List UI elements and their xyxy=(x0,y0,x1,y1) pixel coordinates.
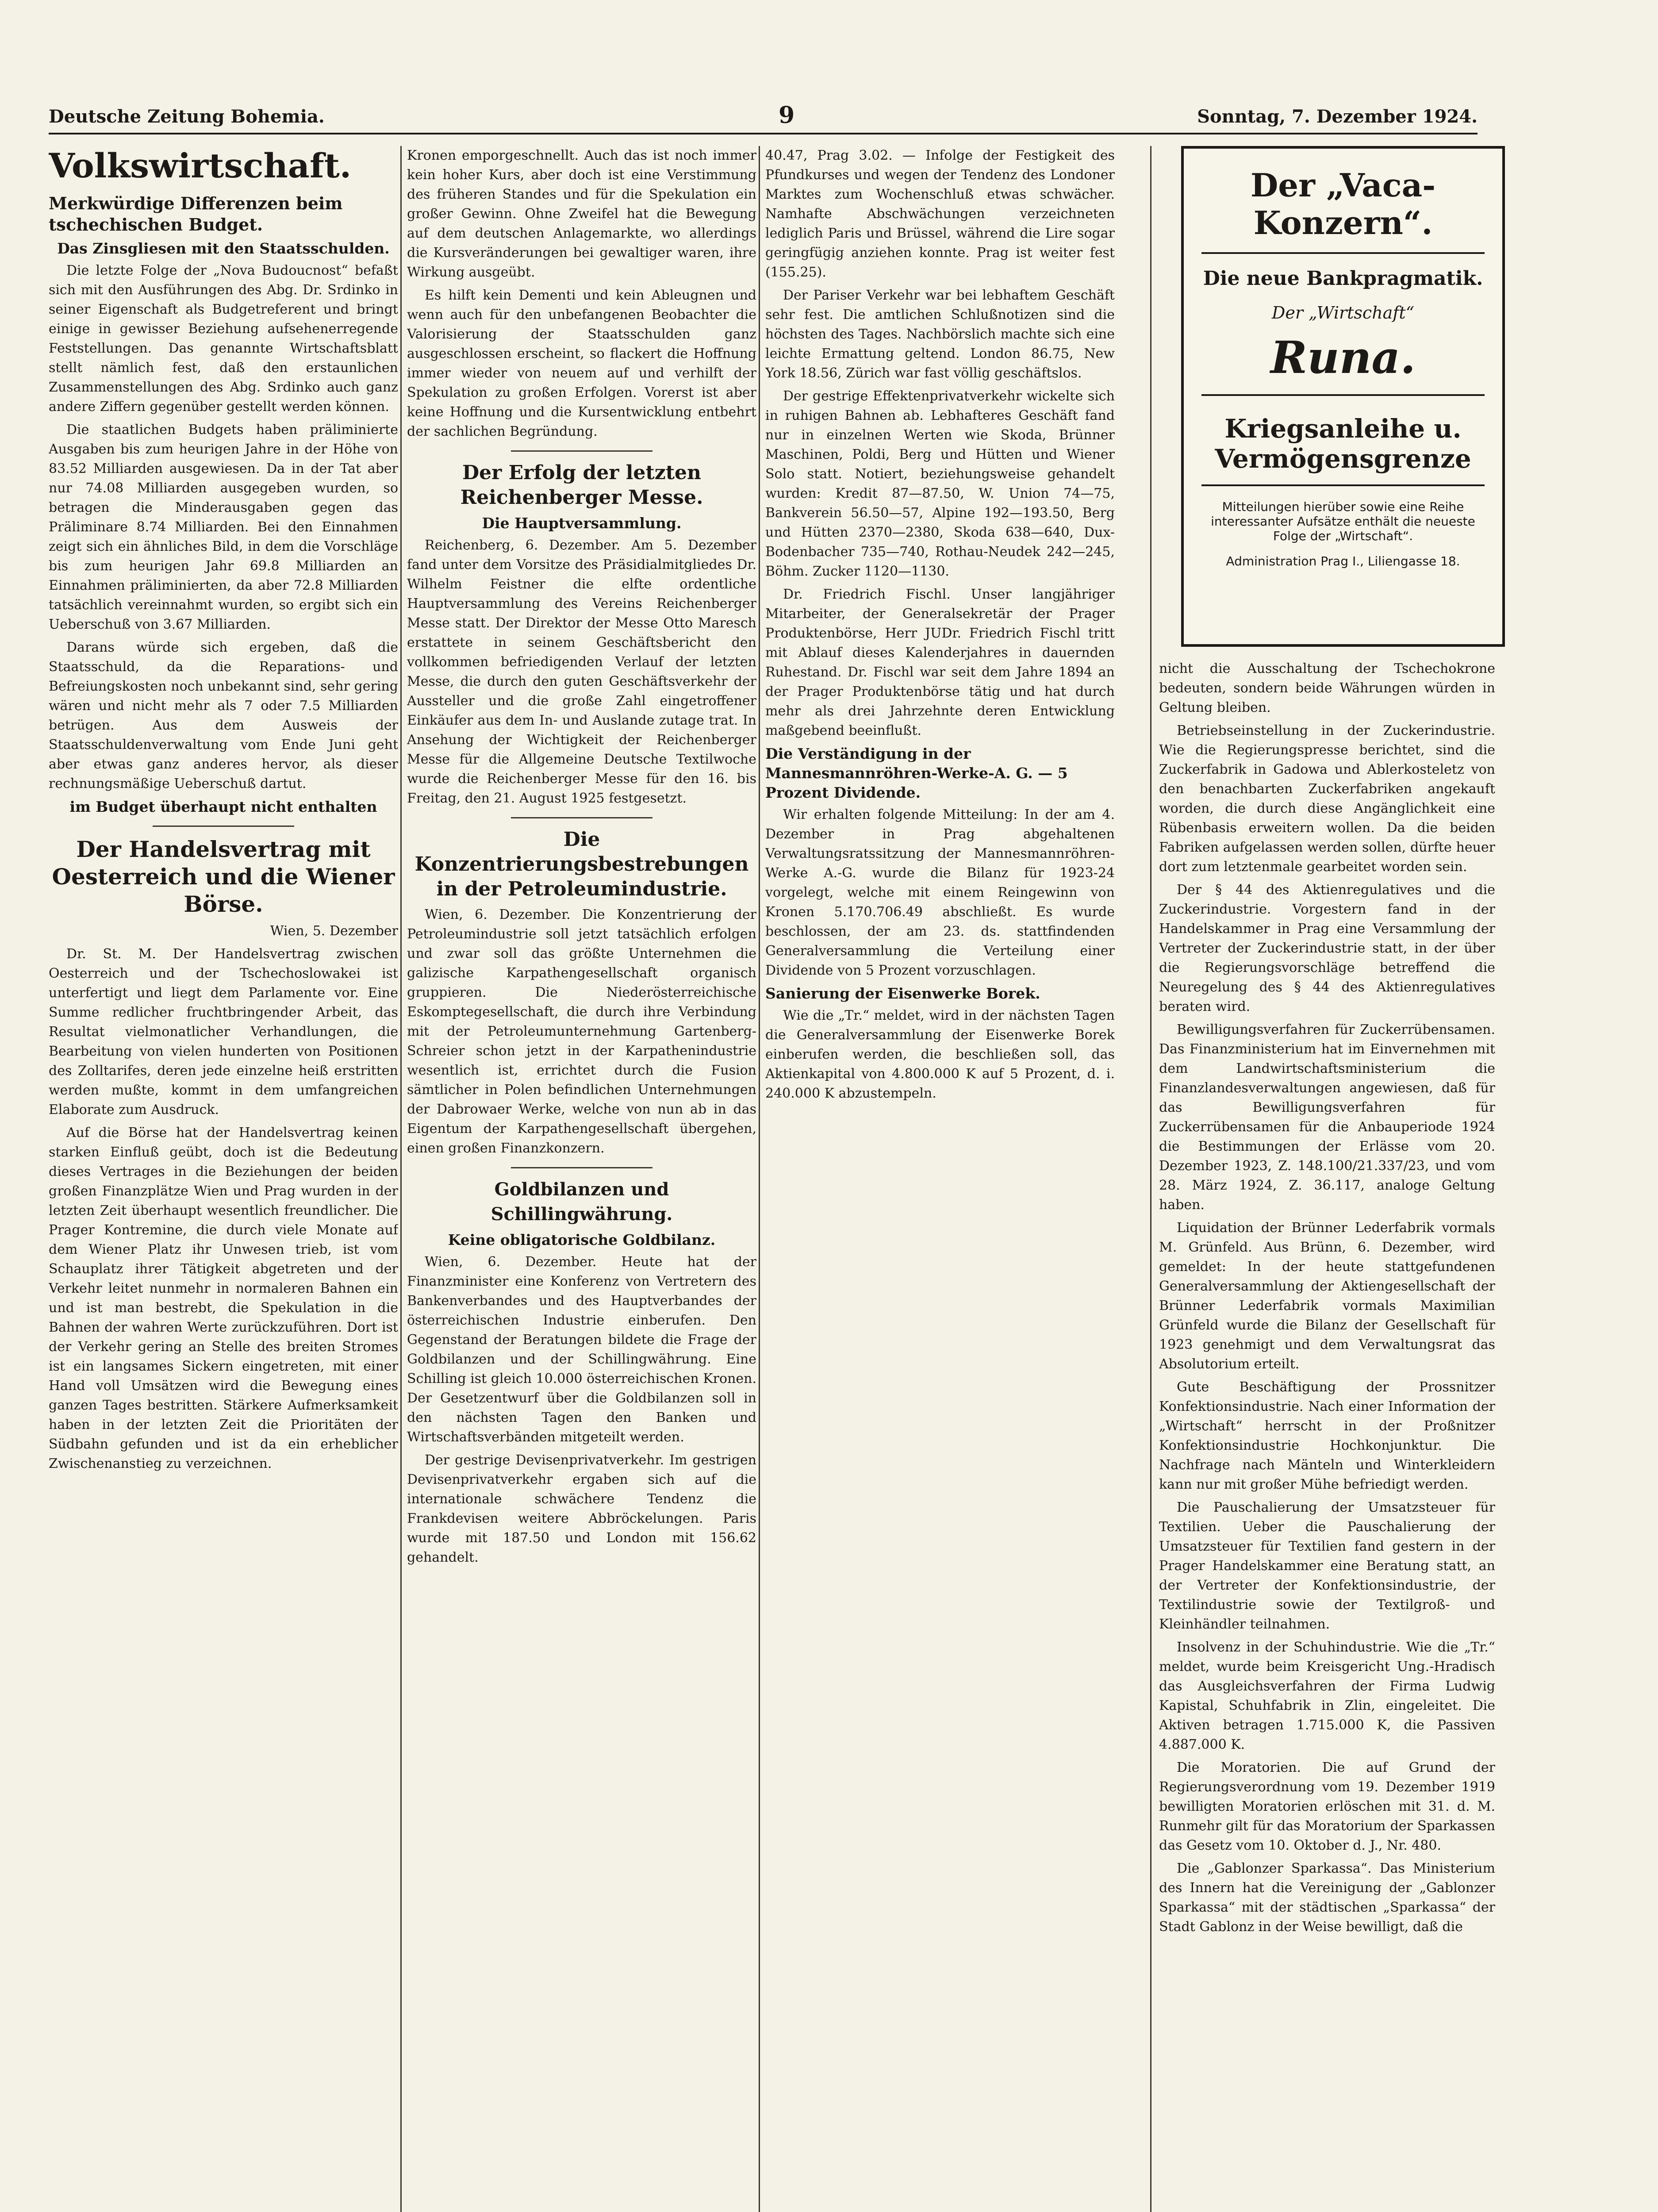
paragraph: Der § 44 des Aktienregulatives und die Zuckerindustrie. Vorgestern fand in der Handelskammer in Prag eine Versammlung der Vertreter der Zuckerindustrie statt, in der über die Regierungsvorschläge betreffend die Neuregelung des § 44 des Aktienregulatives beraten wird. xyxy=(1159,882,1495,1014)
paragraph: Wie die „Tr.“ meldet, wird in der nächsten Tagen die Generalversammlung der Eisenwerke Borek einberufen werden, die beschließen soll, das Aktienkapital von 4.800.000 K auf 5 Prozent, d. i. 240.000 K abzustempeln. xyxy=(765,1008,1115,1101)
ad-brand: Runa. xyxy=(1270,331,1416,384)
paragraph: Gute Beschäftigung der Prossnitzer Konfektionsindustrie. Nach einer Information der „Wirtschaft“ herrscht in der Proßnitzer Konfektionsindustrie Hochkonjunktur. Die Nachfrage nach Mänteln und Winterkleidern kann nur mit großer Mühe befriedigt werden. xyxy=(1159,1379,1495,1492)
ad-rule xyxy=(1201,394,1485,396)
advertisement-box xyxy=(1181,146,1505,647)
paragraph: Kronen emporgeschnellt. Auch das ist noch immer kein hoher Kurs, aber doch ist eine Verstimmung des früheren Standes und für die Spekulation ein großer Gewinn. Ohne Zweifel hat die Bewegung auf dem deutschen Anlagemarkte, wo allerdings die Kursveränderungen bei gewaltiger waren, ihre Wirkung ausgeübt. xyxy=(407,148,756,280)
paragraph: Reichenberg, 6. Dezember. Am 5. Dezember fand unter dem Vorsitze des Präsidialmitgliedes Dr. Wilhelm Feistner die elfte ordentliche Hauptversammlung des Vereins Reichenberger Messe statt. Der Direktor der Messe Otto Maresch erstattete in seinem Geschäftsbericht den vollkommen befriedigenden Verlauf der letzten Messe, die durch den guten Geschäftsverkehr der Aussteller und die große Zahl eingetroffener Einkäufer aus dem In- und Auslande zutage trat. In Ansehung der Wichtigkeit der Reichenberger Messe für die Allgemeine Deutsche Textilwoche wurde die Reichenberger Messe für den 16. bis Freitag, den 21. August 1925 festgesetzt. xyxy=(407,538,756,806)
paragraph: 40.47, Prag 3.02. — Infolge der Festigkeit des Pfundkurses und wegen der Tendenz des Londoner Marktes zum Wochenschluß etwas schwächer. Namhafte Abschwächungen verzeichneten lediglich Paris und Brüssel, während die Lire sogar geringfügig anziehen konnte. Prag ist weiter fest (155.25). xyxy=(765,148,1115,280)
paragraph: Auf die Börse hat der Handelsvertrag keinen starken Einfluß geübt, doch ist die Bedeutung dieses Vertrages in die Beziehungen der beiden großen Finanzplätze Wien und Prag wurden in der letzten Zeit überhaupt wesentlich freundlicher. Die Prager Kontremine, die durch viele Monate auf dem Wiener Platz ihr Unwesen trieb, ist vom Schauplatz ihrer Tätigkeit abgetreten und der Verkehr leitet nunmehr in normaleren Bahnen ein und ist man bestrebt, die Spekulation in die Bahnen der wahren Werte zurückzuführen. Dort ist der Verkehr gering an Stelle des breiten Stromes ist ein langsames Sickern eingetreten, mit einer Hand voll Umsätzen wird die Bewegung eines ganzen Tages bestritten. Stärkere Aufmerksamkeit haben in der letzten Zeit die Prioritäten der Südbahn gefunden und ist da ein erheblicher Zwischenanstieg zu verzeichnen. xyxy=(49,1125,398,1471)
separator xyxy=(511,450,652,452)
ad-headline: Kriegsanleihe u. Vermögensgrenze xyxy=(1215,414,1471,474)
article-subheadline: Keine obligatorische Goldbilanz. xyxy=(448,1231,716,1248)
paragraph: Dr. Friedrich Fischl. Unser langjähriger Mitarbeiter, der Generalsekretär der Prager Produktenbörse, Herr JUDr. Friedrich Fischl tritt mit Ablauf dieses Kalenderjahres in dauernden Ruhestand. Dr. Fischl war seit dem Jahre 1894 an der Prager Produktenbörse tätig und hat durch mehr als drei Jahrzehnte deren Entwicklung maßgebend beeinflußt. xyxy=(765,587,1115,738)
issue-date: Sonntag, 7. Dezember 1924. xyxy=(1197,106,1478,127)
article-headline: Die Konzentrierungsbestrebungen in der Petroleumindustrie. xyxy=(414,828,749,900)
paragraph: Es hilft kein Dementi und kein Ableugnen und wenn auch für den unbefangenen Beobachter die Valorisierung der Staatsschulden ganz ausgeschlossen erscheint, so flackert die Hoffnung immer wieder von neuem auf und verhilft der Spekulation zu großen Erfolgen. Vorerst ist aber keine Hoffnung und die Kursentwicklung entbehrt der sachlichen Begründung. xyxy=(407,288,756,439)
article-headline: Der Erfolg der letzten Reichenberger Messe. xyxy=(460,461,703,509)
paragraph: Wir erhalten folgende Mitteilung: In der am 4. Dezember in Prag abgehaltenen Verwaltungsratssitzung der Mannesmannröhren-Werke A.-G. wurde die Bilanz für 1923-24 vorgelegt, welche mit einem Reingewinn von Kronen 5.170.706.49 abschließt. Es wurde beschlossen, der am 23. ds. stattfindenden Generalversammlung die Verteilung einer Dividende von 5 Prozent vorzuschlagen. xyxy=(765,807,1115,978)
paragraph: Wien, 6. Dezember. Die Konzentrierung der Petroleumindustrie soll jetzt tatsächlich erfolgen und zwar soll das größte Unternehmen die galizische Karpathengesellschaft organisch gruppieren. Die Niederösterreichische Eskomptegesellschaft, die durch ihre Verbindung mit der Petroleumunternehmung Gartenberg-Schreier schon jetzt in der Karpathenindustrie wesentlich ist, errichtet durch die Fusion sämtlicher in Polen befindlichen Unternehmungen der Dabrowaer Werke, welche von nun ab in das Eigentum der Karpathengesellschaft übergehen, einen großen Finanzkonzern. xyxy=(407,907,756,1156)
separator xyxy=(511,817,652,818)
article-subheadline: Das Zinsgliesen mit den Staatsschulden. xyxy=(57,240,390,257)
column-1 xyxy=(49,146,398,2212)
ad-mid: Der „Wirtschaft“ xyxy=(1271,303,1415,323)
separator xyxy=(153,826,294,827)
column-divider xyxy=(1150,146,1151,2212)
paragraph: Die letzte Folge der „Nova Budoucnost“ befaßt sich mit den Ausführungen des Abg. Dr. Srdinko in seiner Eigenschaft als Budgetreferent und bringt einige in gewisser Beziehung aufsehenerregende Feststellungen. Das genannte Wirtschaftsblatt stellt nämlich fest, daß den erstaunlichen Zusammenstellungen des Abg. Srdinko auch ganz andere Ziffern gegenüber gestellt werden können. xyxy=(49,263,398,415)
paragraph: Darans würde sich ergeben, daß die Staatsschuld, da die Reparations- und Befreiungskosten noch unbekannt sind, sehr gering wären und nicht mehr als 7 oder 7.5 Milliarden betrügen. Aus dem Ausweis der Staatsschuldenverwaltung vom Ende Juni geht aber etwas ganz anderes hervor, als dieser rechnungsmäßige Ueberschuß dartut. xyxy=(49,640,398,791)
section-title: Volkswirtschaft. xyxy=(49,146,352,185)
ad-subtitle: Die neue Bankpragmatik. xyxy=(1203,267,1483,290)
paragraph: Der Pariser Verkehr war bei lebhaftem Geschäft sehr fest. Die amtlichen Schlußnotizen sind die höchsten des Tages. Nachbörslich machte sich eine leichte Ermattung geltend. London 86.75, New York 18.56, Zürich war fast völlig geschäftslos. xyxy=(765,288,1115,381)
article-headline: Sanierung der Eisenwerke Borek. xyxy=(765,985,1040,1002)
dateline: Wien, 5. Dezember xyxy=(270,923,398,939)
masthead xyxy=(49,102,1478,133)
paragraph: Die Pauschalierung der Umsatzsteuer für Textilien. Ueber die Pauschalierung der Umsatzsteuer für Textilien fand gestern in der Prager Handelskammer eine Beratung statt, an der Vertreter der Konfektionsindustrie, der Textilindustrie sowie der Textilgroß- und Kleinhändler teilnahmen. xyxy=(1159,1500,1495,1632)
paragraph: Der gestrige Effektenprivatverkehr wickelte sich in ruhigen Bahnen ab. Lebhafteres Geschäft fand nur in einzelnen Werten wie Skoda, Brünner Maschinen, Poldi, Berg und Hütten und Wiener Solo statt. Notiert, beziehungsweise gehandelt wurden: Kredit 87—87.50, W. Union 74—75, Bankverein 56.50—57, Alpine 192—193.50, Berg und Hütten 2370—2380, Skoda 638—640, Dux-Bodenbacher 735—740, Rothau-Neudek 242—245, Böhm. Zucker 1120—1130. xyxy=(765,388,1115,579)
page-number: 9 xyxy=(779,102,795,129)
paragraph: Die Moratorien. Die auf Grund der Regierungsverordnung vom 19. Dezember 1919 bewilligten Moratorien erlöschen mit 31. d. M. Runmehr gilt für das Moratorium der Sparkassen das Gesetz vom 10. Oktober d. J., Nr. 480. xyxy=(1159,1760,1495,1853)
masthead-rule xyxy=(49,133,1478,134)
article-headline: Merkwürdige Differenzen beim tschechischen Budget. xyxy=(49,193,343,234)
column-divider xyxy=(759,146,760,2212)
column-2 xyxy=(407,146,756,2212)
separator xyxy=(511,1167,652,1168)
paragraph: Dr. St. M. Der Handelsvertrag zwischen Oesterreich und der Tschechoslowakei ist unterfertigt und liegt dem Parlamente vor. Eine Summe redlicher fruchtbringender Arbeit, das Resultat vielmonatlicher Verhandlungen, die Bearbeitung von vielen hunderten von Positionen des Zolltarifes, deren jede einzelne heiß erstritten werden mußte, kommt in dem umfangreichen Elaborate zum Ausdruck. xyxy=(49,946,398,1118)
column-3 xyxy=(765,146,1115,2212)
ad-rule xyxy=(1201,484,1485,486)
paragraph: nicht die Ausschaltung der Tschechokrone bedeuten, sondern beide Währungen würden in Geltung bleiben. xyxy=(1159,661,1495,715)
column-4-body xyxy=(1159,659,1495,1940)
paragraph: Die staatlichen Budgets haben präliminierte Ausgaben bis zum heurigen Jahre in der Höhe von 83.52 Milliarden ausgewiesen. Da in der Tat aber nur 74.08 Milliarden ausgegeben wurden, so betragen die Minderausgaben gegen das Präliminare 8.74 Milliarden. Bei den Einnahmen zeigt sich ein ähnliches Bild, in dem die Vorschläge bis zum heurigen Jahr 69.8 Milliarden an Einnahmen präliminierten, da aber 72.8 Milliarden tatsächlich vereinnahmt wurden, so ergibt sich ein Ueberschuß von 3.67 Milliarden. xyxy=(49,422,398,632)
paragraph: Bewilligungsverfahren für Zuckerrübensamen. Das Finanzministerium hat im Einvernehmen mit dem Landwirtschaftsministerium die Finanzlandesverwaltungen angewiesen, daß für das Bewilligungsverfahren für Zuckerrübensamen für die Anbauperiode 1924 die Bestimmungen der Erlässe vom 20. Dezember 1923, Z. 148.100/21.337/23, und vom 28. März 1924, Z. 36.117, analoge Geltung haben. xyxy=(1159,1022,1495,1213)
article-subheadline: Die Hauptversammlung. xyxy=(482,515,682,532)
paper-name: Deutsche Zeitung Bohemia. xyxy=(49,106,325,127)
article-headline: Der Handelsvertrag mit Oesterreich und die Wiener Börse. xyxy=(52,836,395,917)
ad-address: Administration Prag I., Liliengasse 18. xyxy=(1226,554,1460,568)
paragraph: Der gestrige Devisenprivatverkehr. Im gestrigen Devisenprivatverkehr ergaben sich auf die internationale schwächere Tendenz die Frankdevisen weitere Abbröckelungen. Paris wurde mit 187.50 und London mit 156.62 gehandelt. xyxy=(407,1452,756,1565)
paragraph: Liquidation der Brünner Lederfabrik vormals M. Grünfeld. Aus Brünn, 6. Dezember, wird gemeldet: In der heute stattgefundenen Generalversammlung der Aktiengesellschaft der Brünner Lederfabrik vormals Maximilian Grünfeld wurde die Bilanz der Gesellschaft für 1923 genehmigt und dem Verwaltungsrat das Absolutorium erteilt. xyxy=(1159,1220,1495,1372)
paragraph: Wien, 6. Dezember. Heute hat der Finanzminister eine Konferenz von Vertretern des Bankenverbandes und des Hauptverbandes der österreichischen Industrie einberufen. Den Gegenstand der Beratungen bildete die Frage der Goldbilanzen und der Schillingwährung. Eine Schilling ist gleich 10.000 österreichischen Kronen. Der Gesetzentwurf über die Goldbilanzen soll in den nächsten Tagen den Banken und Wirtschaftsverbänden mitgeteilt werden. xyxy=(407,1254,756,1445)
paragraph: Insolvenz in der Schuhindustrie. Wie die „Tr.“ meldet, wurde beim Kreisgericht Ung.-Hradisch das Ausgleichsverfahren der Firma Ludwig Kapistal, Schuhfabrik in Zlin, eingeleitet. Die Aktiven betragen 1.715.000 K, die Passiven 4.887.000 K. xyxy=(1159,1640,1495,1752)
paragraph: Betriebseinstellung in der Zuckerindustrie. Wie die Regierungspresse berichtet, sind die Zuckerfabrik in Gadowa und Ablerkosteletz von den benachbarten Zuckerfabriken angekauft worden, die durch diese Angänglichkeit eine Rübenbasis erweitern wollen. Da die beiden Fabriken aufgelassen werden sollen, dürfte heuer dort zum letztenmale gearbeitet worden sein. xyxy=(1159,723,1495,875)
ad-title: Der „Vaca-Konzern“. xyxy=(1250,166,1436,242)
article-headline: Goldbilanzen und Schillingwährung. xyxy=(491,1179,673,1225)
paragraph: Die „Gablonzer Sparkassa“. Das Ministerium des Innern hat die Vereinigung der „Gablonzer Sparkassa“ mit der städtischen „Sparkassa“ der Stadt Gablonz in der Weise bewilligt, daß die xyxy=(1159,1861,1495,1935)
ad-small-text: Mitteilungen hierüber sowie eine Reihe interessanter Aufsätze enthält die neueste Folge der „Wirtschaft“. xyxy=(1211,499,1475,543)
column-divider xyxy=(400,146,402,2212)
ad-rule xyxy=(1201,252,1485,254)
article-headline: Die Verständigung in der Mannesmannröhren-Werke-A. G. — 5 Prozent Dividende. xyxy=(765,745,1068,801)
article-note: im Budget überhaupt nicht enthalten xyxy=(69,798,377,815)
